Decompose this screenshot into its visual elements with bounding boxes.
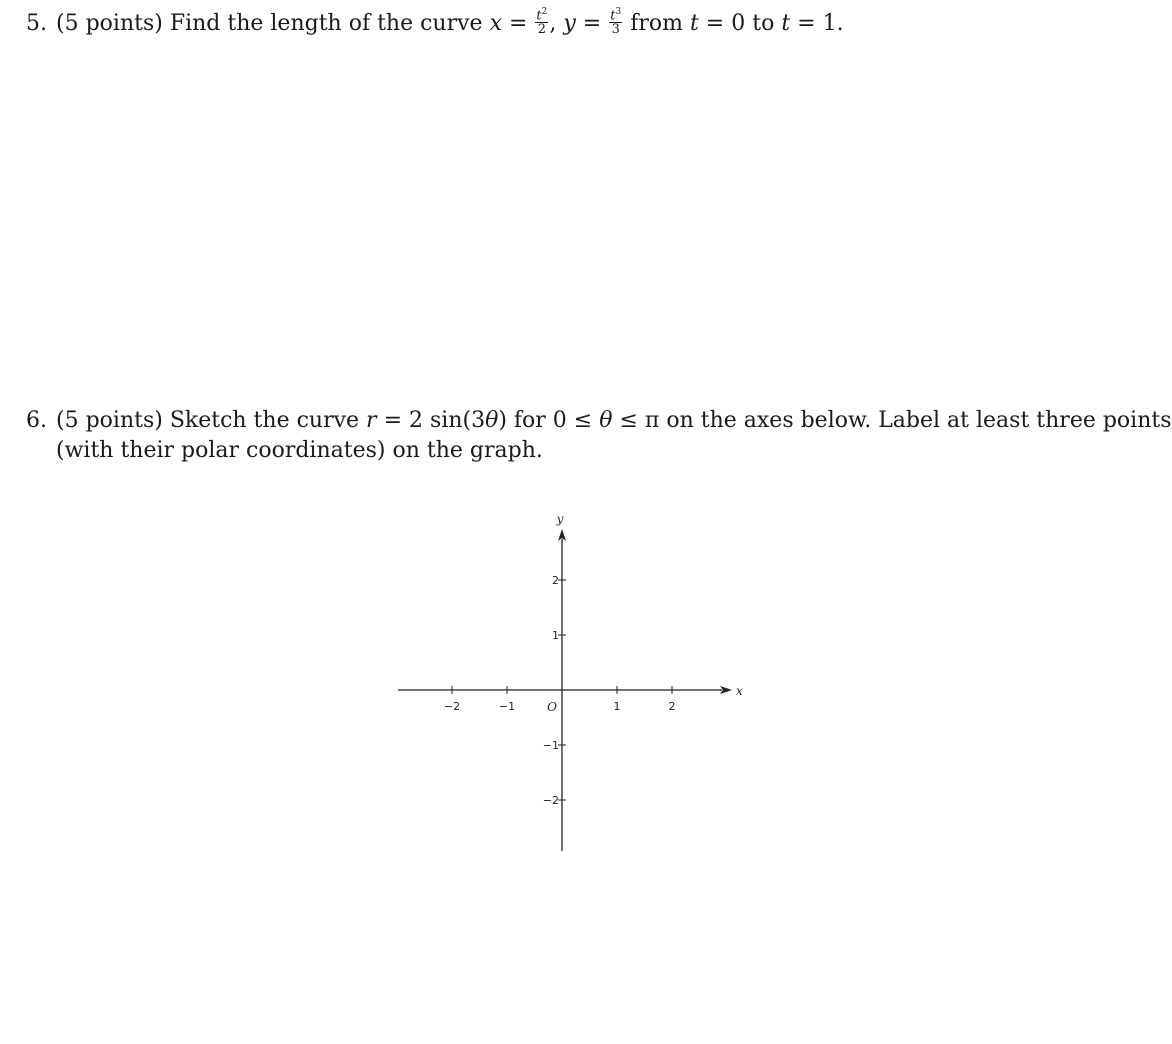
x-tick-label: −1 xyxy=(498,700,516,713)
origin-label: O xyxy=(547,700,557,714)
separator: , xyxy=(549,11,564,37)
frac-num: t xyxy=(610,8,616,24)
bound-end: = 1. xyxy=(790,11,844,37)
x-tick-label: 2 xyxy=(668,700,676,713)
problem-text: (5 points) Sketch the curve xyxy=(56,408,360,433)
var-t: t xyxy=(781,11,791,37)
frac-exp: 3 xyxy=(615,7,622,17)
polar-axes-chart xyxy=(390,505,760,855)
frac-exp: 2 xyxy=(541,7,548,17)
r-close: ) for 0 ≤ xyxy=(498,408,600,433)
problem-number: 6. xyxy=(26,408,47,433)
x-tick-label: 1 xyxy=(613,700,621,713)
problem-number: 5. xyxy=(26,11,47,37)
x-axis-label: x xyxy=(736,684,743,698)
bound-start: = 0 to xyxy=(698,11,782,37)
problem-text-line2: (with their polar coordinates) on the graph. xyxy=(56,438,543,463)
problem-text-rest: ≤ π on the axes below. Label at least three points xyxy=(612,408,1172,433)
var-x: x xyxy=(489,11,502,37)
y-tick-label: 2 xyxy=(552,574,559,587)
y-tick-label: 1 xyxy=(552,629,559,642)
problem-text: (5 points) Find the length of the curve xyxy=(56,11,483,37)
var-r: r xyxy=(366,408,377,433)
var-theta: θ xyxy=(599,408,613,433)
y-tick-label: −2 xyxy=(542,794,559,807)
r-expression: = 2 sin(3 xyxy=(376,408,486,433)
frac-num: t xyxy=(536,8,542,24)
var-t: t xyxy=(689,11,699,37)
equals: = xyxy=(501,11,535,37)
x-tick-label: −2 xyxy=(443,700,461,713)
fraction-y xyxy=(609,6,622,36)
problem-6 xyxy=(26,406,1172,466)
y-axis-label: y xyxy=(556,512,564,526)
var-theta: θ xyxy=(485,408,499,433)
y-tick-label: −1 xyxy=(542,739,559,752)
fraction-x xyxy=(535,6,548,36)
problem-5 xyxy=(26,9,844,39)
equals: = xyxy=(575,11,609,37)
var-y: y xyxy=(563,11,576,37)
frac-den: 3 xyxy=(611,22,620,38)
from-word: from xyxy=(630,11,683,37)
frac-den: 2 xyxy=(537,22,547,38)
